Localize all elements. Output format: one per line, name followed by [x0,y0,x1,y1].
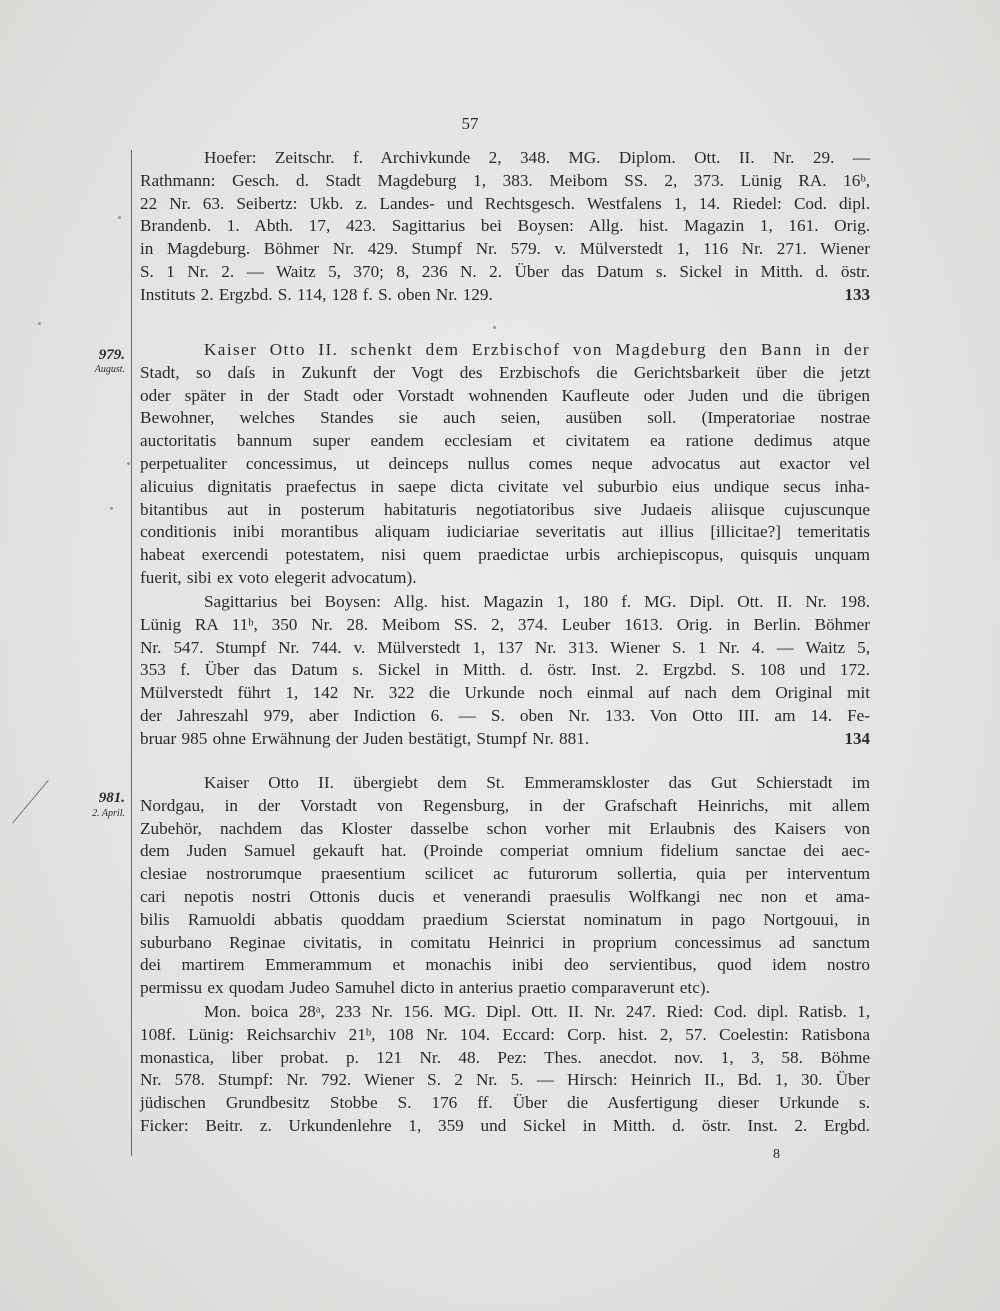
text-line: habeat exercendi potestatem, nisi quem praedictae urbis archiepiscopus, quisquis unquam [140,545,870,565]
entry-133-references [140,591,870,751]
text-line-content: Instituts 2. Ergzbd. S. 114, 128 f. S. oben Nr. 129. [140,284,493,304]
text-line: S. 1 Nr. 2. — Waitz 5, 370; 8, 236 N. 2. Über das Datum s. Sickel in Mitth. d. östr. [140,261,870,281]
references-block-132 [140,147,870,307]
text-line: dei martirem Emmerammum et monachis inibi deo servientibus, quod idem nostro [140,955,870,975]
text-line: Kaiser Otto II. schenkt dem Erzbischof von Magdeburg den Bann in der [204,340,870,359]
entry-134-references [140,1001,870,1138]
text-line: in Magdeburg. Böhmer Nr. 429. Stumpf Nr. 579. v. Mülverstedt 1, 116 Nr. 271. Wiener [140,239,870,259]
text-line: der Jahreszahl 979, aber Indiction 6. — S. oben Nr. 133. Von Otto III. am 14. Fe- [140,705,870,725]
text-line: auctoritatis bannum super eandem ecclesiam et civitatem ea ratione dedimus atque [140,431,870,451]
text-line: jüdischen Grundbesitz Stobbe S. 176 ff. Über die Ausfertigung dieser Urkunde s. [140,1093,870,1113]
scan-speck [38,322,41,325]
text-line: Kaiser Otto II. übergiebt dem St. Emmeramskloster das Gut Schierstadt im [204,773,870,792]
text-line: bilis Ramuoldi abbatis quoddam praedium Scierstat nominatum in pago Nortgouui, in [140,909,870,929]
text-line: Nr. 578. Stumpf: Nr. 792. Wiener S. 2 Nr. 5. — Hirsch: Heinrich II., Bd. 1, 30. Über [140,1070,870,1090]
text-line: oder später in der Stadt oder Vorstadt wohnenden Kaufleute oder Juden und die übrigen [140,385,870,405]
text-line: cari nepotis nostri Ottonis ducis et venerandi praesulis Wolfkangi nec non et ama- [140,886,870,906]
text-line: Hoefer: Zeitschr. f. Archivkunde 2, 348. MG. Diplom. Ott. II. Nr. 29. — [204,148,870,167]
text-line: Sagittarius bei Boysen: Allg. hist. Magazin 1, 180 f. MG. Dipl. Ott. II. Nr. 198. [204,592,870,611]
text-line [140,728,870,751]
text-line: monastica, liber probat. p. 121 Nr. 48. Pez: Thes. anecdot. nov. 1, 3, 58. Böhme [140,1047,870,1067]
text-line [140,284,870,307]
margin-rule [131,150,132,1156]
entry-number-133: 133 [844,284,870,304]
margin-year-134: 981. [98,790,125,806]
text-line: conditionis inibi morantibus aliquam iudiciariae severitatis aut illius [illicitae?] temeritatis [140,522,870,542]
text-line: Rathmann: Gesch. d. Stadt Magdeburg 1, 383. Meibom SS. 2, 373. Lünig RA. 16ᵇ, [140,170,870,190]
text-line: Bewohner, welches Standes sie auch seien, ausüben soll. (Imperatoriae nostrae [140,408,870,428]
entry-134-summary [140,772,870,1000]
text-line: Brandenb. 1. Abth. 17, 423. Sagittarius bei Boysen: Allg. hist. Magazin 1, 161. Orig. [140,216,870,236]
text-line: Lünig RA 11ᵇ, 350 Nr. 28. Meibom SS. 2, 374. Leuber 1613. Orig. in Berlin. Böhmer [140,614,870,634]
pencil-slash-mark [12,780,49,824]
scan-speck [493,326,496,329]
entry-133-summary [140,339,870,590]
text-line: Stadt, so daſs in Zukunft der Vogt des Erzbischofs die Gerichtsbarkeit über die jetzt [140,362,870,382]
text-line: alicuius dignitatis praefectus in saepe dicta civitate vel suburbio eius undique secus inha- [140,476,870,496]
text-line: perpetualiter concessimus, ut deinceps nullus comes neque advocatus aut exactor vel [140,453,870,473]
text-line: Mülverstedt führt 1, 142 Nr. 322 die Urkunde noch einmal auf nach dem Original mit [140,683,870,703]
entry-number-134: 134 [844,728,870,748]
scan-speck [127,462,130,465]
text-line: 22 Nr. 63. Seibertz: Ukb. z. Landes- und Rechtsgesch. Westfalens 1, 14. Riedel: Cod. dipl. [140,193,870,213]
text-line: dem Juden Samuel gekauft hat. (Proinde comperiat omnium fidelium sanctae dei aec- [140,841,870,861]
text-line: 108f. Lünig: Reichsarchiv 21ᵇ, 108 Nr. 104. Eccard: Corp. hist. 2, 57. Coelestin: Ratisbona [140,1024,870,1044]
scan-speck [118,216,121,219]
text-line: Nr. 547. Stumpf Nr. 744. v. Mülverstedt 1, 137 Nr. 313. Wiener S. 1 Nr. 4. — Waitz 5, [140,637,870,657]
margin-year-133: 979. [98,347,125,363]
scan-speck [110,507,113,510]
text-line: suburbano Reginae civitatis, in comitatu Heinrici in proprium concessimus ad sanctum [140,932,870,952]
sheet-signature: 8 [773,1147,780,1162]
text-line-content: bruar 985 ohne Erwähnung der Juden bestätigt, Stumpf Nr. 881. [140,728,590,748]
page-number: 57 [461,114,479,133]
text-line: Zubehör, nachdem das Kloster dasselbe schon vorher mit Erlaubnis des Kaisers von [140,818,870,838]
text-line: Mon. boica 28ᵃ, 233 Nr. 156. MG. Dipl. Ott. II. Nr. 247. Ried: Cod. dipl. Ratisb. 1, [204,1002,870,1021]
text-line: Ficker: Beitr. z. Urkundenlehre 1, 359 und Sickel in Mitth. d. östr. Inst. 2. Ergbd. [140,1115,870,1135]
text-line: fuerit, sibi ex voto elegerit advocatum). [140,567,417,587]
text-line: permissu ex quodam Judeo Samuhel dicto in anterius praetio comparaverunt etc). [140,978,710,998]
text-line: clesiae nostrorumque praesentium scilicet ac futurorum sollertia, quia per interventum [140,864,870,884]
text-line: bitantibus aut in posterum habitaturis negotiatoribus sive Judaeis aliisque cujuscunque [140,499,870,519]
margin-date-134: 2. April. [92,808,125,819]
margin-date-133: August. [94,364,125,375]
text-line: 353 f. Über das Datum s. Sickel in Mitth. d. östr. Inst. 2. Ergzbd. S. 108 und 172. [140,660,870,680]
text-line: Nordgau, in der Vorstadt von Regensburg, in der Grafschaft Heinrichs, mit allem [140,795,870,815]
